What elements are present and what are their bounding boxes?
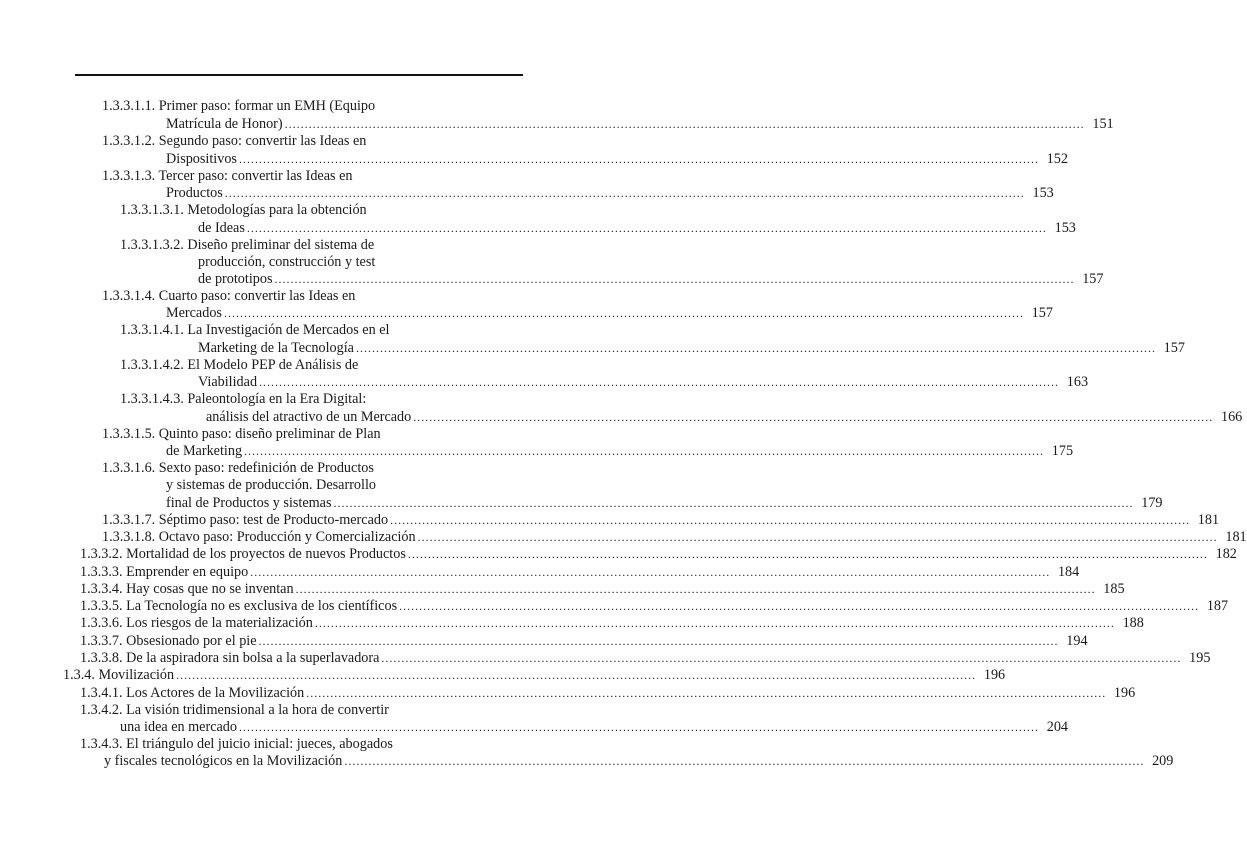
toc-entry bbox=[102, 460, 374, 477]
dot-leader: ........................................................................................................................................................................................................ bbox=[223, 306, 1024, 320]
toc-entry-page-number: 151 bbox=[1092, 116, 1114, 132]
toc-entry-title: 1.3.3.1.5. Quinto paso: diseño preliminar de Plan bbox=[102, 426, 381, 442]
toc-entry-title: 1.3.3.8. De la aspiradora sin bolsa a la superlavadora bbox=[80, 650, 380, 666]
toc-entry-page-number: 209 bbox=[1152, 753, 1174, 769]
toc-entry-page-number: 195 bbox=[1189, 650, 1211, 666]
toc-entry bbox=[102, 512, 1220, 529]
toc-entry bbox=[80, 615, 1144, 632]
toc-entry bbox=[166, 477, 376, 494]
dot-leader: ........................................................................................................................................................................................................ bbox=[239, 720, 1039, 734]
dot-leader: ........................................................................................................................................................................................................ bbox=[344, 754, 1145, 768]
dot-leader: ........................................................................................................................................................................................................ bbox=[246, 221, 1047, 235]
toc-entry bbox=[198, 271, 1104, 288]
toc-entry-page-number: 157 bbox=[1031, 305, 1053, 321]
toc-entry-page-number: 184 bbox=[1057, 564, 1080, 580]
toc-entry bbox=[102, 168, 352, 185]
toc-entry-page-number: 187 bbox=[1206, 598, 1229, 614]
toc-entry-page-number: 181 bbox=[1225, 529, 1247, 545]
toc-entry-title: Mercados bbox=[166, 305, 222, 321]
toc-entry-title: producción, construcción y test bbox=[198, 254, 376, 270]
toc-entry-page-number: 196 bbox=[1113, 685, 1136, 701]
toc-entry-title: análisis del atractivo de un Mercado bbox=[206, 409, 412, 425]
toc-entry-title: 1.3.4.3. El triángulo del juicio inicial: jueces, abogados bbox=[80, 736, 393, 752]
toc-entry-title: 1.3.3.1.4.2. El Modelo PEP de Análisis de bbox=[120, 357, 359, 373]
toc-entry bbox=[102, 133, 366, 150]
dot-leader: ........................................................................................................................................................................................................ bbox=[413, 410, 1214, 424]
toc-entry-title: Matrícula de Honor) bbox=[166, 116, 283, 132]
toc-entry bbox=[166, 116, 1114, 133]
header-rule bbox=[75, 74, 523, 76]
dot-leader: ........................................................................................................................................................................................................ bbox=[258, 634, 1059, 648]
toc-entry-title: Viabilidad bbox=[198, 374, 258, 390]
toc-entry-title: de Ideas bbox=[198, 220, 245, 236]
toc-entry-page-number: 182 bbox=[1215, 546, 1237, 562]
toc-entry bbox=[120, 719, 1068, 736]
dot-leader: ........................................................................................................................................................................................................ bbox=[274, 272, 1075, 286]
toc-entry bbox=[80, 564, 1080, 581]
toc-entry-title: 1.3.3.1.3. Tercer paso: convertir las Ideas en bbox=[102, 168, 353, 184]
toc-entry bbox=[166, 443, 1074, 460]
toc-entry bbox=[166, 305, 1053, 322]
toc-entry-title: 1.3.3.1.3.2. Diseño preliminar del sistema de bbox=[120, 237, 375, 253]
toc-entry bbox=[63, 667, 1006, 684]
toc-entry-title: una idea en mercado bbox=[120, 719, 237, 735]
toc-entry-title: 1.3.3.1.4. Cuarto paso: convertir las Ideas en bbox=[102, 288, 356, 304]
toc-entry-page-number: 153 bbox=[1032, 185, 1054, 201]
dot-leader: ........................................................................................................................................................................................................ bbox=[259, 375, 1060, 389]
toc-entry bbox=[120, 357, 358, 374]
toc-entry bbox=[206, 409, 1243, 426]
dot-leader: ........................................................................................................................................................................................................ bbox=[399, 599, 1200, 613]
toc-entry-page-number: 153 bbox=[1054, 220, 1076, 236]
dot-leader: ........................................................................................................................................................................................................ bbox=[306, 686, 1107, 700]
dot-leader: ........................................................................................................................................................................................................ bbox=[244, 444, 1045, 458]
toc-entry bbox=[198, 254, 375, 271]
toc-entry bbox=[120, 237, 374, 254]
toc-entry bbox=[120, 391, 366, 408]
toc-entry-title: 1.3.4. Movilización bbox=[63, 667, 175, 683]
toc-entry bbox=[80, 581, 1125, 598]
dot-leader: ........................................................................................................................................................................................................ bbox=[224, 186, 1025, 200]
toc-entry bbox=[80, 546, 1237, 563]
toc-entry bbox=[102, 529, 1247, 546]
toc-entry-title: y fiscales tecnológicos en la Movilización bbox=[104, 753, 343, 769]
toc-entry-page-number: 196 bbox=[983, 667, 1006, 683]
toc-entry bbox=[120, 322, 389, 339]
toc-entry-title: 1.3.3.1.6. Sexto paso: redefinición de Productos bbox=[102, 460, 374, 476]
toc-entry-title: final de Productos y sistemas bbox=[166, 495, 332, 511]
dot-leader: ........................................................................................................................................................................................................ bbox=[390, 513, 1191, 527]
toc-entry bbox=[102, 426, 381, 443]
toc-entry bbox=[198, 340, 1185, 357]
dot-leader: ........................................................................................................................................................................................................ bbox=[417, 530, 1218, 544]
toc-entry-title: 1.3.3.1.4.3. Paleontología en la Era Digital: bbox=[120, 391, 367, 407]
toc-entry-page-number: 179 bbox=[1141, 495, 1163, 511]
toc-entry-title: Productos bbox=[166, 185, 223, 201]
toc-entry-page-number: 157 bbox=[1163, 340, 1185, 356]
toc-entry-page-number: 188 bbox=[1122, 615, 1144, 631]
toc-entry-page-number: 194 bbox=[1066, 633, 1088, 649]
dot-leader: ........................................................................................................................................................................................................ bbox=[295, 582, 1096, 596]
toc-entry-title: 1.3.3.1.3.1. Metodologías para la obtención bbox=[120, 202, 367, 218]
toc-entry-title: 1.3.3.3. Emprender en equipo bbox=[80, 564, 249, 580]
toc-entry-page-number: 175 bbox=[1051, 443, 1074, 459]
toc-entry-title: 1.3.3.2. Mortalidad de los proyectos de nuevos Productos bbox=[80, 546, 406, 562]
dot-leader: ........................................................................................................................................................................................................ bbox=[314, 616, 1115, 630]
toc-entry-title: Dispositivos bbox=[166, 151, 237, 167]
dot-leader: ........................................................................................................................................................................................................ bbox=[381, 651, 1182, 665]
toc-entry-title: 1.3.4.1. Los Actores de la Movilización bbox=[80, 685, 305, 701]
dot-leader: ........................................................................................................................................................................................................ bbox=[333, 496, 1134, 510]
toc-entry-title: 1.3.3.7. Obsesionado por el pie bbox=[80, 633, 257, 649]
toc-entry-page-number: 185 bbox=[1103, 581, 1125, 597]
toc-entry-title: y sistemas de producción. Desarrollo bbox=[166, 477, 376, 493]
toc-entry bbox=[166, 151, 1068, 168]
dot-leader: ........................................................................................................................................................................................................ bbox=[355, 341, 1156, 355]
dot-leader: ........................................................................................................................................................................................................ bbox=[284, 117, 1085, 131]
toc-entry-title: 1.3.3.1.2. Segundo paso: convertir las Ideas en bbox=[102, 133, 367, 149]
toc-entry bbox=[80, 736, 393, 753]
toc-entry-page-number: 204 bbox=[1046, 719, 1068, 735]
toc-entry bbox=[80, 685, 1136, 702]
toc-entry-title: de prototipos bbox=[198, 271, 273, 287]
dot-leader: ........................................................................................................................................................................................................ bbox=[250, 565, 1051, 579]
toc-entry bbox=[80, 633, 1088, 650]
toc-entry-title: 1.3.3.4. Hay cosas que no se inventan bbox=[80, 581, 294, 597]
toc-entry-title: 1.3.3.1.4.1. La Investigación de Mercados en el bbox=[120, 322, 390, 338]
toc-entry-title: 1.3.3.1.7. Séptimo paso: test de Producto-mercado bbox=[102, 512, 389, 528]
toc-entry-title: Marketing de la Tecnología bbox=[198, 340, 354, 356]
toc-entry-title: 1.3.4.2. La visión tridimensional a la hora de convertir bbox=[80, 702, 389, 718]
toc-entry-title: de Marketing bbox=[166, 443, 243, 459]
toc-entry-title: 1.3.3.6. Los riesgos de la materialización bbox=[80, 615, 313, 631]
toc-entry bbox=[80, 650, 1211, 667]
dot-leader: ........................................................................................................................................................................................................ bbox=[176, 668, 977, 682]
toc-entry bbox=[166, 185, 1054, 202]
toc-entry bbox=[166, 495, 1163, 512]
toc-entry bbox=[102, 288, 355, 305]
dot-leader: ........................................................................................................................................................................................................ bbox=[407, 547, 1208, 561]
toc-entry bbox=[120, 202, 367, 219]
toc-entry-title: 1.3.3.5. La Tecnología no es exclusiva de los científicos bbox=[80, 598, 398, 614]
toc-entry bbox=[198, 220, 1076, 237]
toc-entry-page-number: 152 bbox=[1046, 151, 1068, 167]
toc-entry-page-number: 166 bbox=[1220, 409, 1243, 425]
toc-entry-title: 1.3.3.1.1. Primer paso: formar un EMH (Equipo bbox=[102, 98, 376, 114]
toc-entry bbox=[102, 98, 375, 115]
toc-entry bbox=[80, 702, 389, 719]
dot-leader: ........................................................................................................................................................................................................ bbox=[238, 152, 1039, 166]
toc-entry-page-number: 163 bbox=[1066, 374, 1089, 390]
toc-entry bbox=[104, 753, 1174, 770]
toc-entry bbox=[198, 374, 1089, 391]
toc-entry-page-number: 181 bbox=[1197, 512, 1220, 528]
toc-entry bbox=[80, 598, 1229, 615]
toc-entry-title: 1.3.3.1.8. Octavo paso: Producción y Comercialización bbox=[102, 529, 416, 545]
toc-entry-page-number: 157 bbox=[1082, 271, 1104, 287]
